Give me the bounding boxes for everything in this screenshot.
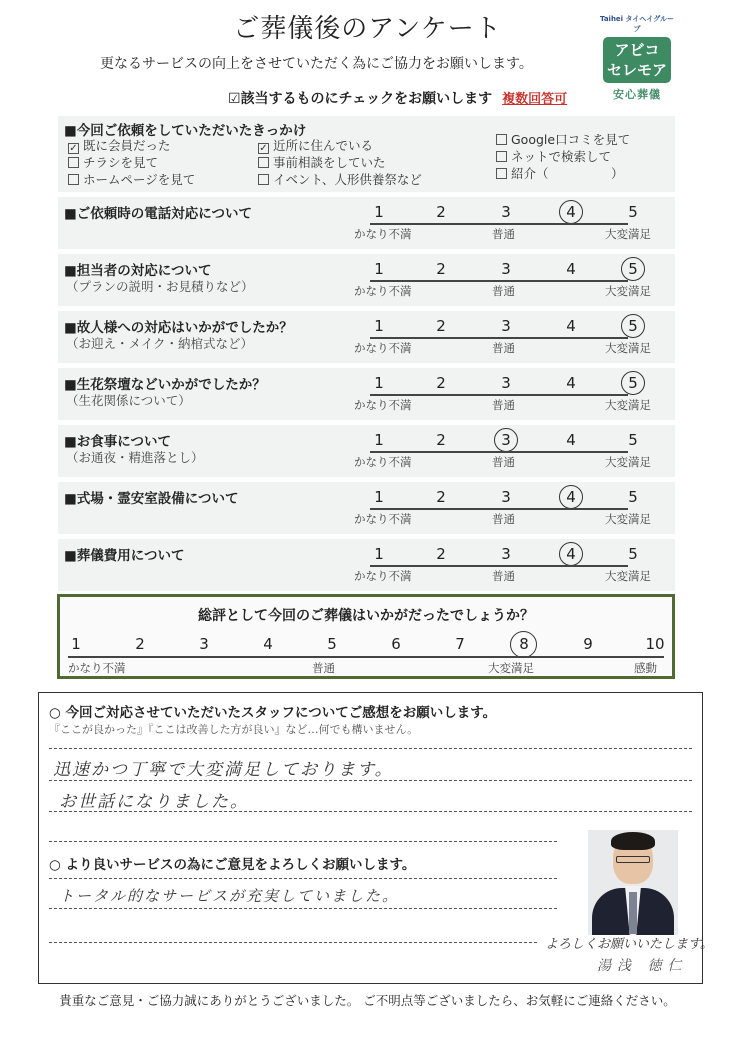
checkbox-icon[interactable] xyxy=(68,157,79,168)
dashed-line xyxy=(49,780,692,781)
question-heading: ■ご依頼時の電話対応について xyxy=(64,206,252,222)
question-staff xyxy=(58,254,675,306)
overall-rating-1[interactable]: 1 xyxy=(71,635,81,653)
overall-rating-5[interactable]: 5 xyxy=(327,635,337,653)
label-low: かなり不満 xyxy=(354,398,412,412)
label-high: 大変満足 xyxy=(605,512,651,526)
option-referral[interactable]: 紹介（ ） xyxy=(496,165,630,182)
question-facilities xyxy=(58,482,675,534)
rating-3[interactable]: 3 xyxy=(501,374,511,392)
check-icon: ☑ xyxy=(228,91,241,107)
rating-2[interactable]: 2 xyxy=(436,545,446,563)
trigger-heading: ■今回ご依頼をしていただいたきっかけ xyxy=(64,123,307,139)
trigger-options-col3 xyxy=(496,131,630,182)
question-heading: ■担当者の対応について xyxy=(64,263,212,279)
staff-comment-heading: ○ 今回ご対応させていただいたスタッフについてご感想をお願いします。 xyxy=(49,705,497,721)
scale-line xyxy=(370,394,628,396)
trigger-section xyxy=(58,116,675,192)
label-low: かなり不満 xyxy=(354,341,412,355)
checkbox-icon[interactable] xyxy=(68,174,79,185)
label-high: 大変満足 xyxy=(605,398,651,412)
rating-2[interactable]: 2 xyxy=(436,317,446,335)
rating-scale[interactable] xyxy=(354,488,651,528)
logo-tagline: 安心葬儀 xyxy=(613,88,661,101)
rating-2[interactable]: 2 xyxy=(436,260,446,278)
rating-scale[interactable] xyxy=(354,374,651,414)
checkbox-icon[interactable] xyxy=(258,174,269,185)
rating-scale[interactable] xyxy=(354,545,651,585)
selected-circle-icon xyxy=(559,485,583,509)
dashed-line xyxy=(49,908,557,909)
question-deceased-care xyxy=(58,311,675,363)
rating-3[interactable]: 3 xyxy=(501,260,511,278)
staff-comment-line1[interactable]: 迅速かつ丁寧で大変満足しております。 xyxy=(53,760,394,780)
checkbox-icon[interactable] xyxy=(496,168,507,179)
label-high: 大変満足 xyxy=(605,569,651,583)
staff-name-signature: 湯浅 徳仁 xyxy=(597,958,688,974)
question-heading: ■お食事について xyxy=(64,434,171,450)
question-subtext: （生花関係について） xyxy=(66,393,191,408)
selected-circle-icon xyxy=(621,257,645,281)
survey-subtitle: 更なるサービスの向上をさせていただく為にご協力をお願いします。 xyxy=(100,56,533,72)
selected-circle-icon xyxy=(510,631,537,658)
rating-1[interactable]: 1 xyxy=(374,374,384,392)
label-low: かなり不満 xyxy=(354,569,412,583)
overall-scale[interactable] xyxy=(68,635,664,657)
overall-rating-2[interactable]: 2 xyxy=(135,635,145,653)
rating-4[interactable]: 4 xyxy=(566,431,576,449)
question-heading: ■葬儀費用について xyxy=(64,548,185,564)
scale-line xyxy=(370,565,628,567)
selected-circle-icon xyxy=(559,542,583,566)
rating-5[interactable]: 5 xyxy=(628,374,638,392)
overall-rating-box xyxy=(57,594,675,679)
rating-4[interactable]: 4 xyxy=(566,488,576,506)
overall-label-high: 大変満足 xyxy=(488,661,534,675)
instruction xyxy=(228,88,567,108)
option-consultation[interactable]: 事前相談をしていた xyxy=(258,154,422,171)
overall-label-low: かなり不満 xyxy=(68,661,126,675)
label-mid: 普通 xyxy=(492,227,515,241)
question-heading: ■式場・霊安室設備について xyxy=(64,491,239,507)
group-brand: Taihei タイヘイグループ xyxy=(599,15,675,33)
selected-circle-icon xyxy=(559,200,583,224)
rating-scale[interactable] xyxy=(354,260,651,300)
staff-photo xyxy=(588,830,678,935)
dashed-line xyxy=(49,841,557,842)
rating-3[interactable]: 3 xyxy=(501,203,511,221)
selected-circle-icon xyxy=(621,314,645,338)
overall-question: 総評として今回のご葬儀はいかがだったでしょうか？ xyxy=(198,608,534,624)
rating-5[interactable]: 5 xyxy=(628,488,638,506)
rating-5[interactable]: 5 xyxy=(628,317,638,335)
option-web-search[interactable]: ネットで検索して xyxy=(496,148,630,165)
label-high: 大変満足 xyxy=(605,284,651,298)
label-mid: 普通 xyxy=(492,284,515,298)
logo-line2: セレモア xyxy=(606,61,667,79)
rating-3[interactable]: 3 xyxy=(501,317,511,335)
rating-1[interactable]: 1 xyxy=(374,260,384,278)
label-mid: 普通 xyxy=(492,398,515,412)
overall-rating-4[interactable]: 4 xyxy=(263,635,273,653)
scale-line xyxy=(370,223,628,225)
rating-3[interactable]: 3 xyxy=(501,488,511,506)
dashed-line xyxy=(49,811,692,812)
checkbox-checked-icon[interactable]: ✓ xyxy=(259,143,268,154)
overall-rating-6[interactable]: 6 xyxy=(391,635,401,653)
logo-line1: アビコ xyxy=(614,41,660,59)
overall-rating-7[interactable]: 7 xyxy=(455,635,465,653)
question-heading: ■故人様への対応はいかがでしたか？ xyxy=(64,320,293,336)
rating-1[interactable]: 1 xyxy=(374,203,384,221)
question-meals xyxy=(58,425,675,477)
question-subtext: （お迎え・メイク・納棺式など） xyxy=(66,336,254,351)
staff-comment-hint: 『ここが良かった』『ここは改善した方が良い』など…何でも構いません。 xyxy=(49,723,419,736)
service-comment-heading: ○ より良いサービスの為にご意見をよろしくお願いします。 xyxy=(49,857,416,873)
rating-5[interactable]: 5 xyxy=(628,431,638,449)
option-homepage[interactable]: ホームページを見て xyxy=(68,171,195,188)
rating-scale[interactable] xyxy=(354,203,651,243)
overall-label-top: 感動 xyxy=(634,661,657,675)
label-high: 大変満足 xyxy=(605,227,651,241)
overall-label-mid: 普通 xyxy=(312,661,335,675)
checkbox-icon[interactable] xyxy=(496,134,507,145)
rating-5[interactable]: 5 xyxy=(628,203,638,221)
dashed-line xyxy=(49,942,537,943)
rating-1[interactable]: 1 xyxy=(374,431,384,449)
rating-3[interactable]: 3 xyxy=(501,431,511,449)
question-flowers xyxy=(58,368,675,420)
question-heading: ■生花祭壇などいかがでしたか？ xyxy=(64,377,266,393)
option-google[interactable]: Google口コミを見て xyxy=(496,131,630,148)
label-high: 大変満足 xyxy=(605,341,651,355)
overall-rating-3[interactable]: 3 xyxy=(199,635,209,653)
overall-rating-10[interactable]: 10 xyxy=(645,635,665,653)
label-mid: 普通 xyxy=(492,455,515,469)
option-event[interactable]: イベント、人形供養祭など xyxy=(258,171,422,188)
rating-1[interactable]: 1 xyxy=(374,488,384,506)
trigger-options-col2 xyxy=(258,137,422,188)
rating-4[interactable]: 4 xyxy=(566,374,576,392)
scale-line xyxy=(370,280,628,282)
label-mid: 普通 xyxy=(492,512,515,526)
question-phone xyxy=(58,197,675,249)
label-low: かなり不満 xyxy=(354,455,412,469)
staff-message: よろしくお願いいたします。 xyxy=(545,937,713,952)
rating-1[interactable]: 1 xyxy=(374,545,384,563)
logo-box xyxy=(603,37,671,83)
rating-2[interactable]: 2 xyxy=(436,203,446,221)
label-low: かなり不満 xyxy=(354,227,412,241)
scale-line xyxy=(370,337,628,339)
label-high: 大変満足 xyxy=(605,455,651,469)
label-low: かなり不満 xyxy=(354,284,412,298)
service-comment-line1[interactable]: トータル的なサービスが充実していました。 xyxy=(59,887,400,905)
selected-circle-icon xyxy=(621,371,645,395)
rating-4[interactable]: 4 xyxy=(566,545,576,563)
checkbox-icon[interactable] xyxy=(496,151,507,162)
multiple-answers-note: 複数回答可 xyxy=(502,92,568,107)
instruction-text: 該当するものにチェックをお願いします xyxy=(240,91,493,107)
rating-2[interactable]: 2 xyxy=(436,488,446,506)
rating-2[interactable]: 2 xyxy=(436,374,446,392)
question-subtext: （お通夜・精進落とし） xyxy=(66,450,204,465)
label-low: かなり不満 xyxy=(354,512,412,526)
rating-4[interactable]: 4 xyxy=(566,203,576,221)
rating-scale[interactable] xyxy=(354,431,651,471)
rating-5[interactable]: 5 xyxy=(628,260,638,278)
survey-title: ご葬儀後のアンケート xyxy=(233,14,502,44)
scale-line xyxy=(370,451,628,453)
question-cost xyxy=(58,539,675,591)
rating-2[interactable]: 2 xyxy=(436,431,446,449)
label-mid: 普通 xyxy=(492,569,515,583)
overall-rating-8[interactable]: 8 xyxy=(519,635,529,653)
dashed-line xyxy=(49,748,692,749)
checkbox-icon[interactable] xyxy=(258,157,269,168)
rating-4[interactable]: 4 xyxy=(566,317,576,335)
checkbox-checked-icon[interactable]: ✓ xyxy=(69,143,78,154)
trigger-options-col1 xyxy=(68,137,195,188)
overall-rating-9[interactable]: 9 xyxy=(583,635,593,653)
rating-4[interactable]: 4 xyxy=(566,260,576,278)
question-subtext: （プランの説明・お見積りなど） xyxy=(66,279,254,294)
overall-scale-line xyxy=(68,656,664,658)
rating-scale[interactable] xyxy=(354,317,651,357)
option-nearby[interactable]: ✓ 近所に住んでいる xyxy=(259,138,374,154)
company-logo xyxy=(597,14,677,102)
footer-thanks: 貴重なご意見・ご協力誠にありがとうございました。 ご不明点等ございましたら、お気軽にご連絡ください。 xyxy=(59,993,676,1008)
rating-5[interactable]: 5 xyxy=(628,545,638,563)
staff-comment-line2[interactable]: お世話になりました。 xyxy=(59,792,249,812)
selected-circle-icon xyxy=(494,428,518,452)
dashed-line xyxy=(49,878,557,879)
scale-line xyxy=(370,508,628,510)
option-flyer[interactable]: チラシを見て xyxy=(68,154,195,171)
rating-3[interactable]: 3 xyxy=(501,545,511,563)
option-member[interactable]: ✓ 既に会員だった xyxy=(69,138,171,154)
rating-1[interactable]: 1 xyxy=(374,317,384,335)
label-mid: 普通 xyxy=(492,341,515,355)
